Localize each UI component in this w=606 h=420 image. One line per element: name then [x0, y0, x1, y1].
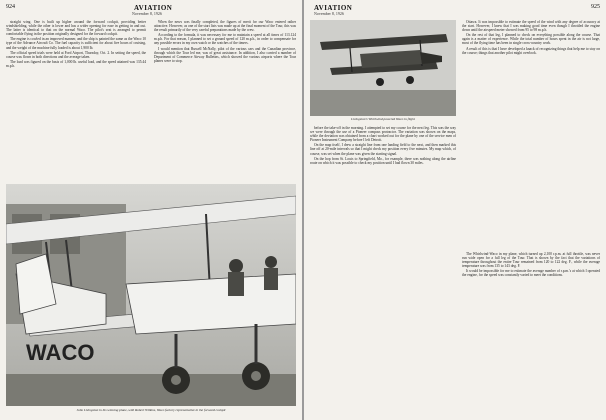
- paragraph: I would mention that Russell McNally, pilot of the various cars and the Canadian province, through which the Tour led me, was of great assistance. In addition, I also carried a number of Department of Commerce Airway Bulletins, which showed the various airports where the Tour planes were to stop.: [154, 46, 296, 63]
- flight-plane-illustration: [310, 20, 456, 116]
- ground-plane-illustration: [6, 184, 296, 406]
- right-page-number: 925: [591, 4, 600, 10]
- paragraph: On the map itself, I drew a straight line from one landing field to the next, and then marked this line off at 20-mile intervals so that I might check my position every five minutes. My map which, of course, was set when the plane was given the starting signal.: [310, 143, 456, 156]
- left-page-number: 924: [6, 4, 15, 10]
- left-page: [0, 0, 302, 420]
- right-date: November 8, 1926: [314, 11, 344, 16]
- right-masthead: AVIATION: [314, 4, 353, 12]
- right-page: [304, 0, 606, 420]
- paragraph: A result of this is that I have developed a knack of recognizing things that help me to stay on the course; things that another pilot might overlook.: [462, 46, 600, 55]
- left-column-2: [154, 20, 296, 180]
- left-column-1: [6, 20, 146, 180]
- paragraph: The Whirlwind-Waco in my plane, which turned up 2,100 r.p.m. at full throttle, was never run wide open for a full leg of the Tour. That is shown by the fact that the variations of temperature throughout the entire Tour remained from 120 to 122 deg. F., while the average temperature was from 135 to 143 deg. F.: [462, 252, 600, 269]
- right-column-1: [310, 126, 456, 410]
- right-column-3: [462, 252, 600, 410]
- left-masthead: AVIATION: [134, 4, 173, 12]
- paragraph: The official speed trials were held at Ford Airport, Thursday, Oct. 2. In setting the speed, the course was flown in both directions and the average taken.: [6, 50, 146, 59]
- ground-photo-caption: John Livingston in his winning plane, with Robert Wilkins, Waco factory representative in the forward cockpit: [76, 408, 226, 412]
- paragraph: The load was figured on the basis of 1,000 lb. useful load, and the speed attained was 135.44 m.p.h.: [6, 59, 146, 68]
- paragraph: According to the formula, it was necessary for me to maintain a speed at all times of 113.124 m.p.h. For that reason, I planned to set a ground speed of 120 m.p.h., in order to compensate for any possible errors in my own watch or the watches of the timers.: [154, 33, 296, 46]
- waco-tail-lettering: WACO: [26, 340, 95, 365]
- paragraph: before the take-off in the morning. I attempted to set my course for the next leg. This was the way we were through the use of a Pioneer compass protractor. The variation was shown on the maps, while the deviation was obtained from a chart worked out for the plane by one of the service men of Pioneer Instrument Company before I left Detroit.: [310, 126, 456, 143]
- left-page-header: [6, 4, 296, 18]
- paragraph: On the rest of that leg, I planned to check on everything possible along the course. That again is a matter of experience. While the total number of hours spent in the air is not large, most of the flying time has been in single cross-country work.: [462, 33, 600, 46]
- right-column-2: [462, 20, 600, 246]
- paragraph: Ottawa. It was impossible to estimate the speed of the wind with any degree of accuracy at the start. However, I knew that I was making good time even though I throttled the engine down until the airspeed meter showed from 95 to 98 m.p.h.: [462, 20, 600, 33]
- paragraph: When the news was finally completed, the figures of merit for our Waco entered rather attractive. However, as one of the start lists was made up at the final moment of the Tour, this was the result primarily of the very careful preparations made by the crew.: [154, 20, 296, 33]
- flight-photo-caption: Livingston's Whirlwind powered Waco in flight: [351, 117, 415, 121]
- paragraph: On the hop from St. Louis to Springfield, Mo., for example, there was nothing along the airline route on which it was possible to check my position until I had flown 30 miles.: [310, 156, 456, 165]
- paragraph: The engine is cowled in an improved manner, and the ship is painted the same as the Waco 10 type of the Advance Aircraft Co. The fuel capacity is sufficient for about five hours of cruising, and the weight of the machine fully loaded is about 1,900 lb.: [6, 37, 146, 50]
- ground-plane-photo: [6, 184, 296, 406]
- left-date: November 8, 1926: [132, 11, 162, 16]
- paragraph: straight wing. One is built up higher around the forward cockpit, providing better windshielding, while the other is lower and has a wider opening for ease in getting in and out. The latter is identical to that on the normal Waco. The pilot's seat is arranged to permit comfortable flying in the position originally designed for the forward cockpit.: [6, 20, 146, 37]
- right-page-header: [310, 4, 600, 18]
- flight-plane-photo: [310, 20, 456, 116]
- paragraph: It would be impossible for me to estimate the average number of r.p.m.'s at which I operated the engine, for the speed was constantly varied to meet the conditions.: [462, 269, 600, 278]
